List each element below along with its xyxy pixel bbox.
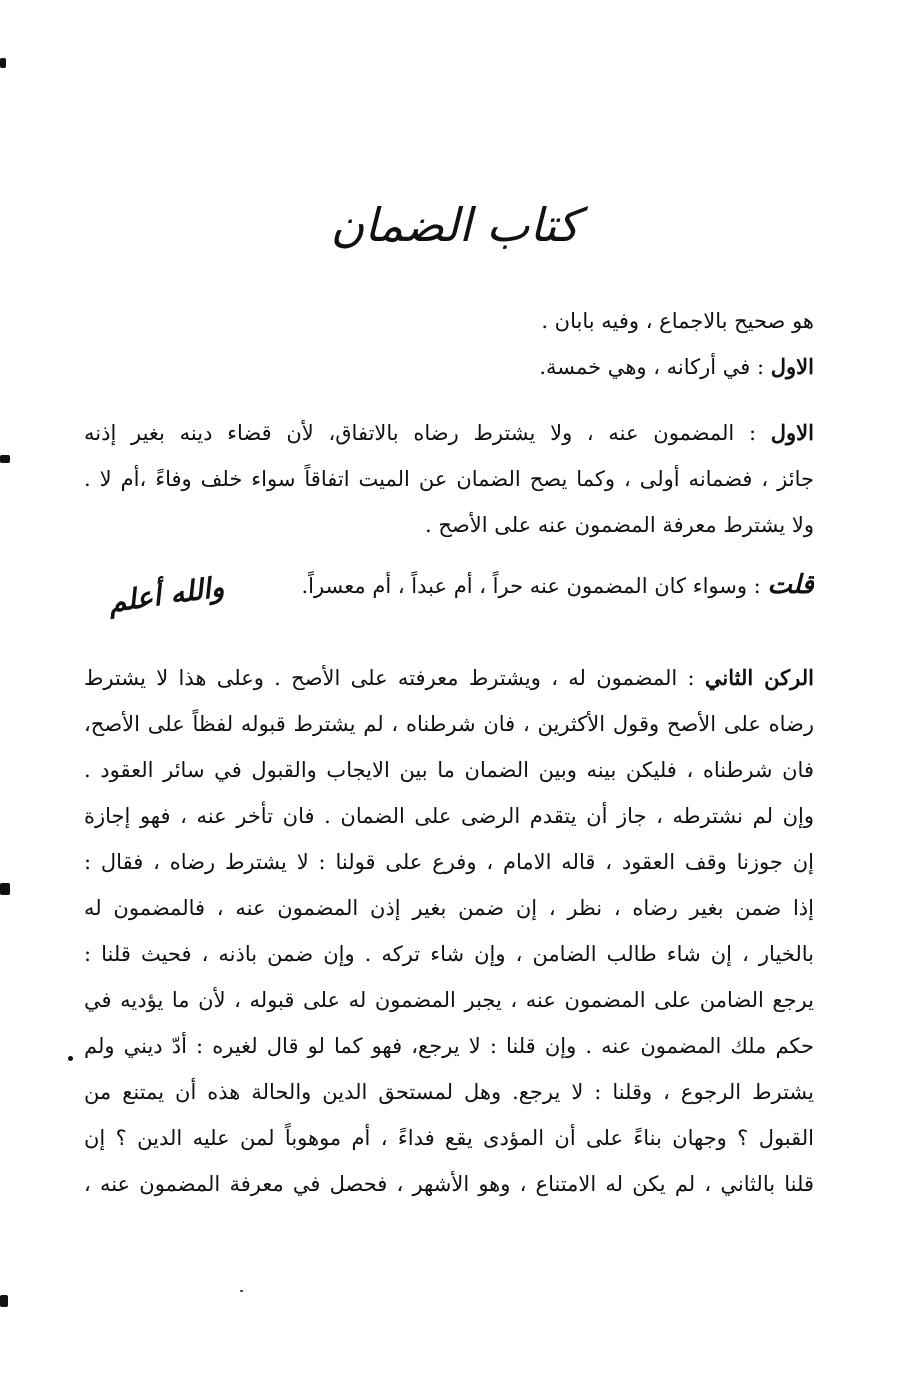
intro-paragraph [114, 298, 814, 390]
section-heading: الاول [770, 354, 814, 379]
scan-edge-mark [0, 58, 6, 68]
section-heading: الركن الثاني [704, 665, 814, 690]
scan-edge-mark [0, 455, 10, 463]
closing-phrase: والله أعلم [106, 570, 226, 619]
text-line: يرجع الضامن على المضمون عنه ، يجبر المضمون له على قبوله ، لأن ما يؤديه في [84, 988, 814, 1012]
section-heading: الاول [770, 420, 814, 445]
chapter-title: كتاب الضمان [330, 198, 580, 252]
text-line: هو صحيح بالاجماع ، وفيه بابان . [541, 309, 814, 333]
ink-dot [68, 1056, 73, 1061]
ink-dot [240, 1290, 243, 1292]
scan-edge-mark [0, 1295, 8, 1307]
author-note [254, 562, 814, 608]
scan-edge-mark [0, 883, 10, 895]
first-pillar-paragraph [84, 410, 814, 548]
text-line: جائز ، فضمانه أولى ، وكما يصح الضمان عن الميت اتفاقاً سواء خلف وفاءً ،أم لا . [84, 467, 814, 491]
text-line: فان شرطناه ، فليكن بينه وبين الضمان ما بين الايجاب والقبول في سائر العقود . [84, 758, 814, 782]
text-line: إذا ضمن بغير رضاه ، نظر ، إن ضمن بغير إذن المضمون عنه ، فالمضمون له [84, 896, 814, 920]
text-line: وإن لم نشترطه ، جاز أن يتقدم الرضى على الضمان . فان تأخر عنه ، فهو إجازة [84, 804, 814, 828]
text-line: قلنا بالثاني ، لم يكن له الامتناع ، وهو الأشهر ، فحصل في معرفة المضمون عنه ، [84, 1172, 814, 1196]
text-line: الاول : في أركانه ، وهي خمسة. [539, 354, 814, 379]
text-line: ولا يشترط معرفة المضمون عنه على الأصح . [424, 513, 814, 537]
text-line: القبول ؟ وجهان بناءً على أن المؤدى يقع فداءً ، أم موهوباً لمن عليه الدين ؟ إن [84, 1126, 814, 1150]
text-line: حكم ملك المضمون عنه . وإن قلنا : لا يرجع، فهو كما لو قال لغيره : أدّ ديني ولم [84, 1034, 814, 1058]
second-pillar-paragraph [84, 655, 814, 1207]
text-line: الركن الثاني : المضمون له ، ويشترط معرفته على الأصح . وعلى هذا لا يشترط [84, 665, 814, 690]
qult-label: قلت [767, 570, 814, 600]
text-line: رضاه على الأصح وقول الأكثرين ، فان شرطناه ، لم يشترط قبوله لفظاً على الأصح، [84, 712, 814, 736]
text-line: بالخيار ، إن شاء طالب الضامن ، وإن شاء تركه . وإن ضمن باذنه ، فحيث قلنا : [84, 942, 814, 966]
text-line: الاول : المضمون عنه ، ولا يشترط رضاه بالاتفاق، لأن قضاء دينه بغير إذنه [84, 420, 814, 445]
text-line: قلت : وسواء كان المضمون عنه حراً ، أم عبداً ، أم معسراً. [301, 570, 814, 600]
text-line: إن جوزنا وقف العقود ، قاله الامام ، وفرع على قولنا : لا يشترط رضاه ، فقال : [84, 850, 814, 874]
text-line: يشترط الرجوع ، وقلنا : لا يرجع. وهل لمستحق الدين والحالة هذه أن يمتنع من [84, 1080, 814, 1104]
